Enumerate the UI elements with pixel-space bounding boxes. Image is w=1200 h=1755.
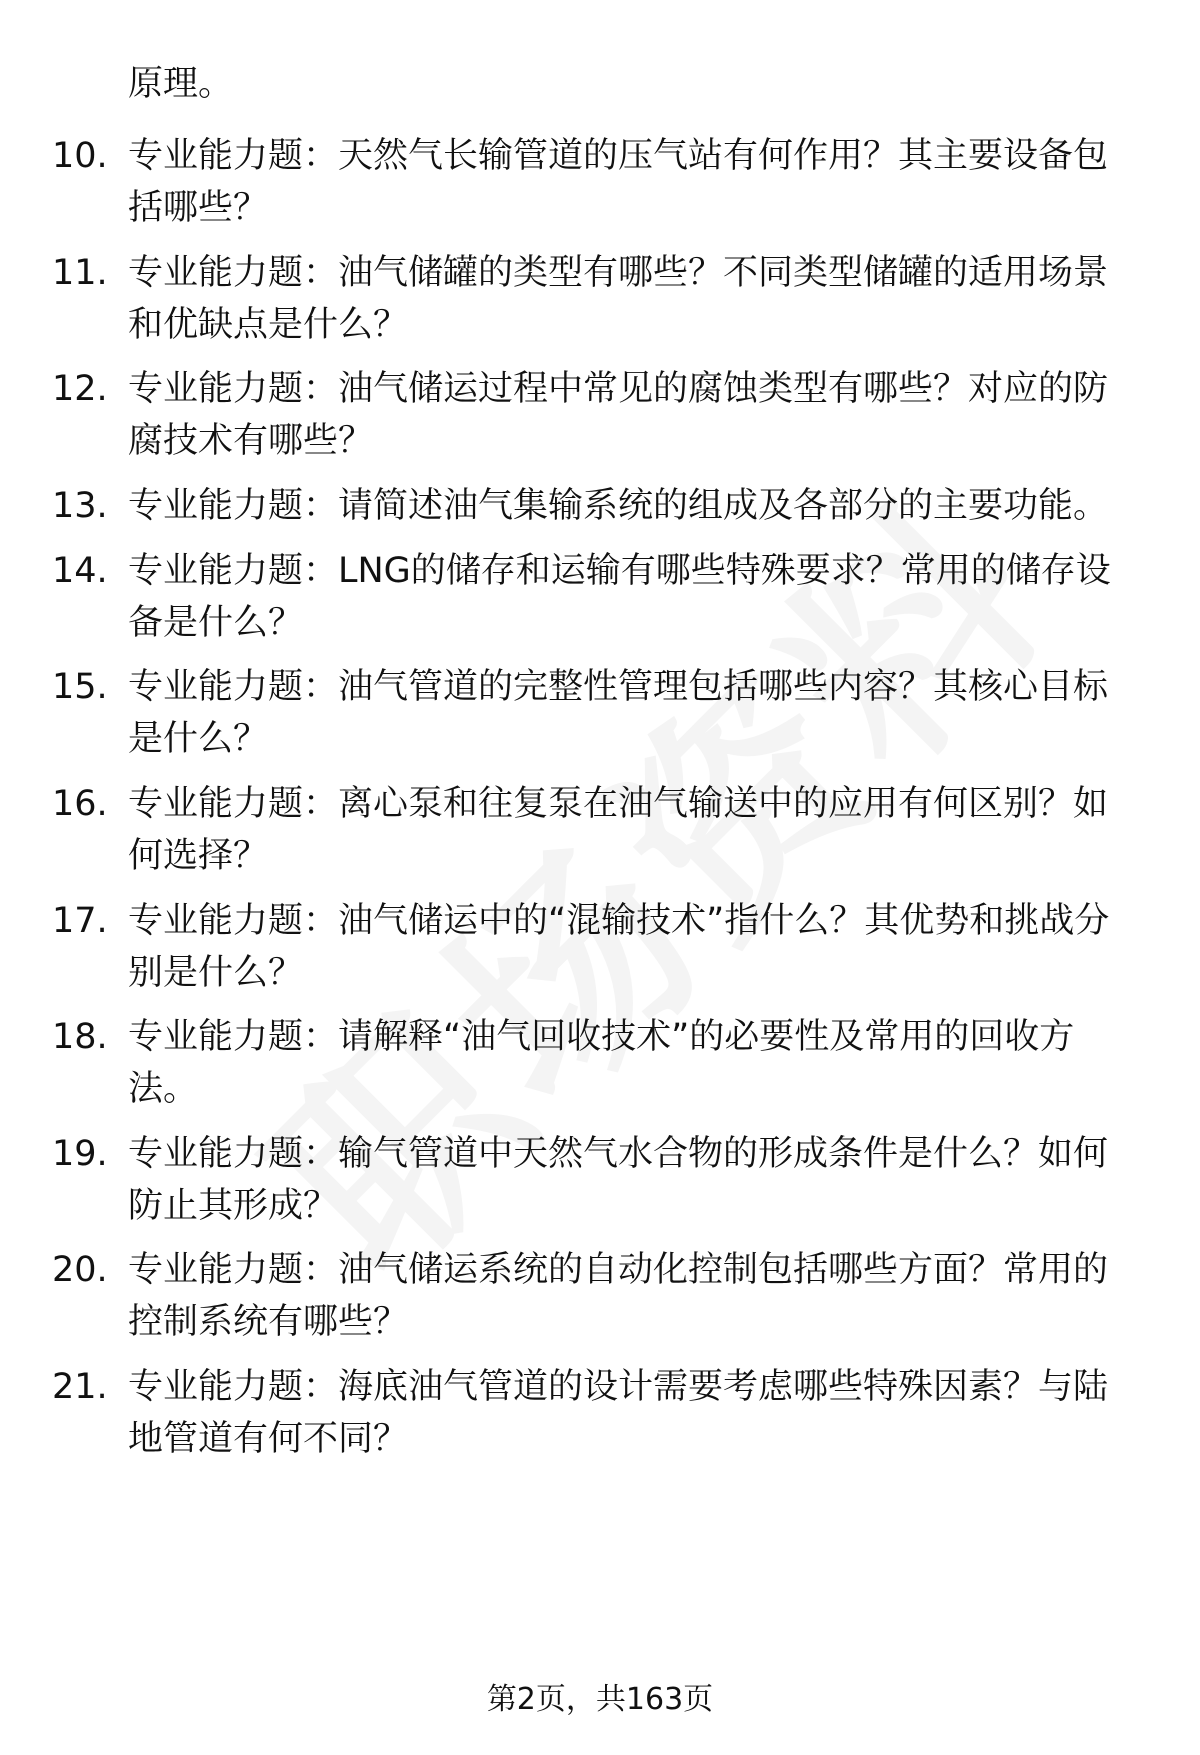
item-number: 11. — [52, 253, 108, 293]
list-item — [0, 661, 1200, 771]
item-text: 专业能力题：LNG的储存和运输有哪些特殊要求？常用的储存设备是什么？ — [128, 551, 1111, 643]
continuation-text: 原理。 — [128, 64, 234, 104]
item-text: 专业能力题：海底油气管道的设计需要考虑哪些特殊因素？与陆地管道有何不同？ — [128, 1367, 1109, 1459]
item-text: 专业能力题：离心泵和往复泵在油气输送中的应用有何区别？如何选择？ — [128, 784, 1109, 876]
item-text: 专业能力题：油气管道的完整性管理包括哪些内容？其核心目标是什么？ — [128, 667, 1109, 759]
list-item — [0, 1244, 1200, 1354]
item-text: 专业能力题：请解释“油气回收技术”的必要性及常用的回收方法。 — [128, 1017, 1075, 1109]
list-item — [0, 778, 1200, 888]
item-number: 19. — [52, 1134, 108, 1174]
item-number: 14. — [52, 551, 108, 591]
item-number: 13. — [52, 486, 108, 526]
item-number: 20. — [52, 1250, 108, 1290]
list-item — [0, 130, 1200, 240]
item-number: 16. — [52, 784, 108, 824]
list-item — [0, 1128, 1200, 1238]
item-number: 12. — [52, 369, 108, 409]
list-item — [0, 363, 1200, 473]
item-number: 17. — [52, 901, 108, 941]
item-text: 专业能力题：油气储运中的“混输技术”指什么？其优势和挑战分别是什么？ — [128, 901, 1110, 993]
item-number: 10. — [52, 136, 108, 176]
item-number: 21. — [52, 1367, 108, 1407]
item-text: 专业能力题：油气储运系统的自动化控制包括哪些方面？常用的控制系统有哪些？ — [128, 1250, 1109, 1342]
list-item — [0, 1011, 1200, 1121]
item-text: 专业能力题：油气储罐的类型有哪些？不同类型储罐的适用场景和优缺点是什么？ — [128, 253, 1109, 345]
item-number: 15. — [52, 667, 108, 707]
list-item — [0, 545, 1200, 655]
item-number: 18. — [52, 1017, 108, 1057]
list-item — [0, 895, 1200, 1005]
page-number: 第2页，共163页 — [486, 1682, 714, 1717]
list-item — [0, 247, 1200, 357]
item-text: 专业能力题：油气储运过程中常见的腐蚀类型有哪些？对应的防腐技术有哪些？ — [128, 369, 1109, 461]
item-text: 专业能力题：输气管道中天然气水合物的形成条件是什么？如何防止其形成？ — [128, 1134, 1109, 1226]
list-item — [0, 1361, 1200, 1471]
item-text: 专业能力题：请简述油气集输系统的组成及各部分的主要功能。 — [128, 486, 1109, 526]
item-text: 专业能力题：天然气长输管道的压气站有何作用？其主要设备包括哪些？ — [128, 136, 1109, 228]
